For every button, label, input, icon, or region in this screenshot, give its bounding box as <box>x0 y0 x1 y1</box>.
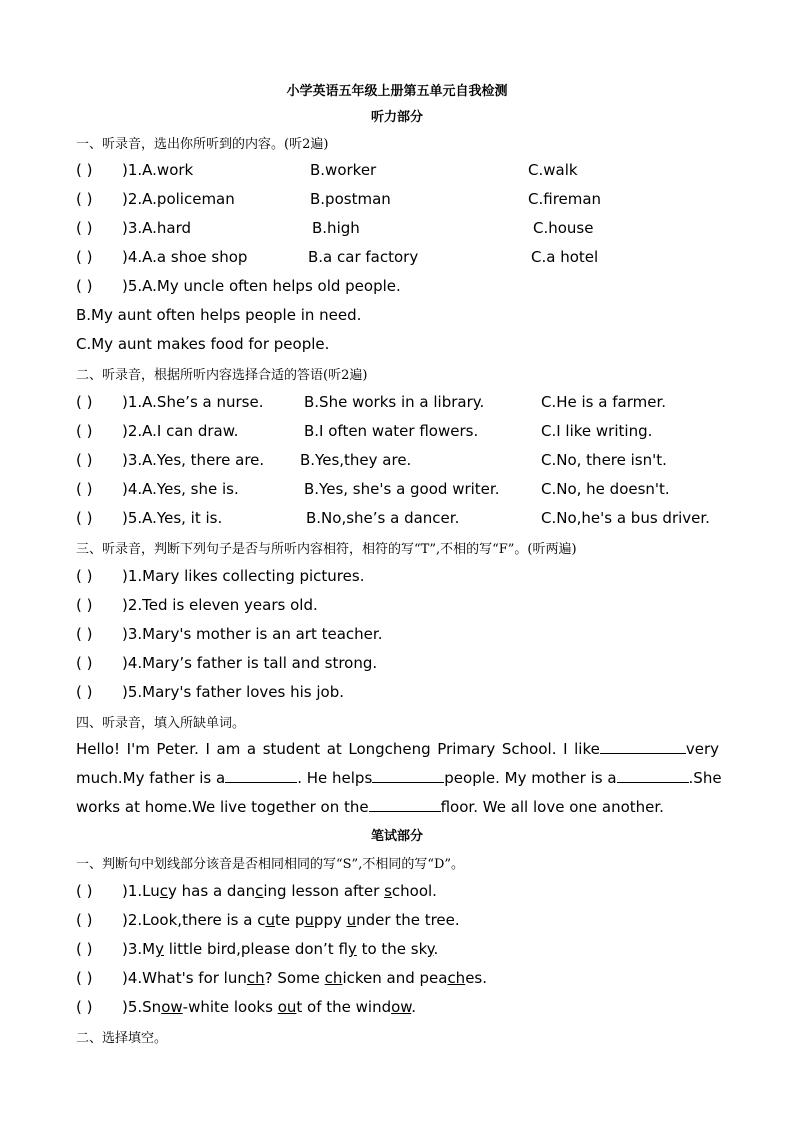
option-c: C.house <box>533 219 594 237</box>
answer-paren[interactable]: ( ) <box>76 596 93 614</box>
section2-heading: 二、听录音，根据所听内容选择合适的答语(听2遍) <box>76 368 368 383</box>
answer-paren[interactable]: ( ) <box>76 998 93 1016</box>
cloze-text: . He helps <box>297 769 373 787</box>
option-c: C.walk <box>528 161 578 179</box>
answer-paren[interactable]: ( ) <box>76 393 93 411</box>
option-b: B.high <box>312 219 360 237</box>
text-part: ppy <box>313 911 347 929</box>
answer-paren[interactable]: ( ) <box>76 451 93 469</box>
text-part: nder the tree. <box>356 911 460 929</box>
cloze-line-3 <box>76 797 664 816</box>
s1-q5-option-b: B.My aunt often helps people in need. <box>76 306 362 324</box>
option-b: B.worker <box>310 161 377 179</box>
text-part: )3.M <box>122 940 156 958</box>
writing-section-title: 笔试部分 <box>370 829 423 844</box>
option-b: B.postman <box>310 190 391 208</box>
option-b: B.Yes, she's a good writer. <box>304 480 500 498</box>
option-a: )5.A.My uncle often helps old people. <box>122 277 401 295</box>
blank-3[interactable] <box>372 768 444 783</box>
cloze-text: works at home.We live together on the <box>76 798 369 816</box>
answer-paren[interactable]: ( ) <box>76 654 93 672</box>
option-c: C.fireman <box>528 190 602 208</box>
answer-paren[interactable]: ( ) <box>76 161 93 179</box>
option-c: C.No, he doesn't. <box>541 480 670 498</box>
underlined-part: s <box>384 882 392 900</box>
underlined-part: c <box>159 882 169 900</box>
underlined-part: y <box>426 940 434 958</box>
text-part: . <box>411 998 416 1016</box>
option-a: )4.A.a shoe shop <box>122 248 248 266</box>
option-b: B.She works in a library. <box>304 393 485 411</box>
option-c: C.He is a farmer. <box>541 393 667 411</box>
underlined-part: c <box>255 882 264 900</box>
text-part: to the sk <box>356 940 427 958</box>
option-a: )4.A.Yes, she is. <box>122 480 239 498</box>
text-part: chool. <box>391 882 437 900</box>
underlined-part: u <box>346 911 357 929</box>
s3-statement-5 <box>76 683 726 705</box>
s2-question-5 <box>76 509 726 531</box>
s3-statement-3 <box>76 625 726 647</box>
w1-sentence-2 <box>76 911 726 933</box>
w1-sentence-3 <box>76 940 726 962</box>
s3-statement-2 <box>76 596 726 618</box>
s2-question-1 <box>76 393 726 415</box>
option-a: )5.A.Yes, it is. <box>122 509 223 527</box>
writing2-heading: 二、选择填空。 <box>76 1031 168 1046</box>
answer-paren[interactable]: ( ) <box>76 190 93 208</box>
s1-question-1 <box>76 161 726 183</box>
w1-sentence-5 <box>76 998 726 1020</box>
listening-section-title: 听力部分 <box>370 110 423 125</box>
s2-question-3 <box>76 451 726 473</box>
underlined-part: ch <box>447 969 466 987</box>
text-part: -white looks <box>182 998 278 1016</box>
cloze-text: Hello! I'm Peter. I am a student at Longcheng Primary School. I like <box>76 740 600 758</box>
answer-paren[interactable]: ( ) <box>76 422 93 440</box>
writing1-heading: 一、判断句中划线部分该音是否相同相同的写“S”,不相同的写“D”。 <box>76 857 465 872</box>
s1-question-5 <box>76 277 726 299</box>
text-part: ing lesson after <box>263 882 385 900</box>
statement-text: )1.Mary likes collecting pictures. <box>122 567 365 585</box>
option-b: B.I often water flowers. <box>304 422 479 440</box>
underlined-part: ch <box>246 969 265 987</box>
answer-paren[interactable]: ( ) <box>76 277 93 295</box>
cloze-line-1 <box>76 739 719 758</box>
answer-paren[interactable]: ( ) <box>76 683 93 701</box>
text-part: es. <box>465 969 488 987</box>
text-part: t of the wind <box>296 998 392 1016</box>
underlined-part: y <box>155 940 164 958</box>
option-b: B.Yes,they are. <box>300 451 412 469</box>
answer-paren[interactable]: ( ) <box>76 567 93 585</box>
text-part: . <box>433 940 439 958</box>
answer-paren[interactable]: ( ) <box>76 509 93 527</box>
underlined-part: u <box>304 911 314 929</box>
s1-question-4 <box>76 248 726 270</box>
s3-statement-1 <box>76 567 726 589</box>
text-part: icken and pea <box>342 969 448 987</box>
text-part: ? Some <box>264 969 325 987</box>
option-a: )3.A.Yes, there are. <box>122 451 265 469</box>
answer-paren[interactable]: ( ) <box>76 625 93 643</box>
text-part: little bird,please don’t fl <box>164 940 348 958</box>
s1-question-2 <box>76 190 726 212</box>
sentence-text <box>122 882 437 900</box>
option-a: )1.A.She’s a nurse. <box>122 393 264 411</box>
text-part: )1.Lu <box>122 882 160 900</box>
section3-heading: 三、听录音，判断下列句子是否与所听内容相符，相符的写“T”,不相的写“F”。(听两遍) <box>76 542 577 557</box>
underlined-part: ou <box>277 998 297 1016</box>
cloze-text: very <box>685 740 719 758</box>
cloze-line-2 <box>76 768 722 787</box>
underlined-part: u <box>265 911 275 929</box>
underlined-part: ow <box>391 998 412 1016</box>
cloze-text: people. My mother is a <box>444 769 617 787</box>
option-c: C.No, there isn't. <box>541 451 667 469</box>
cloze-text: .She <box>688 769 722 787</box>
option-a: )2.A.policeman <box>122 190 235 208</box>
answer-paren[interactable]: ( ) <box>76 248 93 266</box>
s1-q5-option-c: C.My aunt makes food for people. <box>76 335 330 353</box>
text-part: te p <box>275 911 305 929</box>
sentence-text <box>122 969 487 987</box>
statement-text: )2.Ted is eleven years old. <box>122 596 318 614</box>
statement-text: )5.Mary's father loves his job. <box>122 683 344 701</box>
option-b: B.a car factory <box>308 248 419 266</box>
option-a: )3.A.hard <box>122 219 192 237</box>
answer-paren[interactable]: ( ) <box>76 882 93 900</box>
option-a: )2.A.I can draw. <box>122 422 239 440</box>
text-part: )5.Sn <box>122 998 162 1016</box>
answer-paren[interactable]: ( ) <box>76 219 93 237</box>
worksheet-title: 小学英语五年级上册第五单元自我检测 <box>286 84 508 99</box>
underlined-part: ow <box>161 998 183 1016</box>
statement-text: )4.Mary’s father is tall and strong. <box>122 654 378 672</box>
option-b: B.No,she’s a dancer. <box>306 509 460 527</box>
sentence-text <box>122 998 416 1016</box>
w1-sentence-1 <box>76 882 726 904</box>
option-c: C.No,he's a bus driver. <box>541 509 710 527</box>
underlined-part: y <box>347 940 357 958</box>
underlined-part: ch <box>324 969 343 987</box>
section4-heading: 四、听录音，填入所缺单词。 <box>76 716 246 731</box>
w1-sentence-4 <box>76 969 726 991</box>
blank-1[interactable] <box>600 739 686 754</box>
s1-question-3 <box>76 219 726 241</box>
text-part: )2.Look,there is a c <box>122 911 266 929</box>
answer-paren[interactable]: ( ) <box>76 940 93 958</box>
section1-heading: 一、听录音，选出你所听到的内容。(听2遍) <box>76 137 329 152</box>
answer-paren[interactable]: ( ) <box>76 969 93 987</box>
blank-5[interactable] <box>369 797 441 812</box>
cloze-text: floor. We all love one another. <box>440 798 664 816</box>
s2-question-2 <box>76 422 726 444</box>
sentence-text <box>122 940 438 958</box>
option-c: C.I like writing. <box>541 422 653 440</box>
statement-text: )3.Mary's mother is an art teacher. <box>122 625 383 643</box>
text-part: )4.What's for lun <box>122 969 247 987</box>
s2-question-4 <box>76 480 726 502</box>
answer-paren[interactable]: ( ) <box>76 480 93 498</box>
blank-2[interactable] <box>225 768 297 783</box>
option-a: )1.A.work <box>122 161 194 179</box>
option-c: C.a hotel <box>531 248 599 266</box>
s3-statement-4 <box>76 654 726 676</box>
sentence-text <box>122 911 460 929</box>
text-part: y has a dan <box>168 882 256 900</box>
blank-4[interactable] <box>617 768 689 783</box>
answer-paren[interactable]: ( ) <box>76 911 93 929</box>
cloze-text: much.My father is a <box>76 769 226 787</box>
